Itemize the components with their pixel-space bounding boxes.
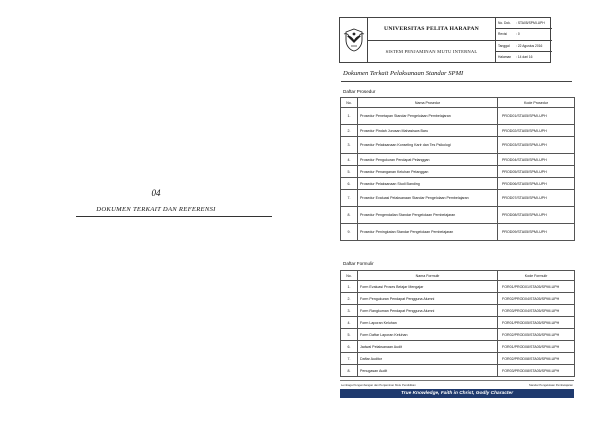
right-page — [300, 0, 600, 424]
meta-key: Revisi — [498, 32, 507, 37]
footer-institution: Lembaga Pengembangan dan Penjaminan Mutu Pendidikan — [341, 383, 416, 387]
cell-no: 2. — [341, 125, 358, 137]
cell-no: 6. — [341, 341, 358, 353]
system-name: SISTEM PENJAMINAN MUTU INTERNAL — [385, 49, 478, 54]
meta-value: : 22 Agustus 2016 — [516, 43, 543, 48]
cell-code: FOR03/PROD04/STA05/SPMI-UPH — [498, 305, 575, 317]
table-row — [341, 341, 575, 353]
cell-name: Form Pengukuran Pendapat Pengguna Alumni — [358, 293, 498, 305]
chapter-title: DOKUMEN TERKAIT DAN REFERENSI — [96, 206, 216, 213]
cell-name: Form Rangkuman Pendapat Pengguna Alumni — [358, 305, 498, 317]
table-row — [341, 317, 575, 329]
meta-row — [496, 52, 552, 63]
cell-name: Daftar Auditor — [358, 353, 498, 365]
table-row — [341, 166, 575, 178]
cell-code: PROD06/STA05/SPMI-UPH — [498, 178, 575, 190]
cell-code: FOR01/PROD05/STA05/SPMI-UPH — [498, 317, 575, 329]
meta-value: : 0 — [516, 32, 520, 37]
procedures-section-label: Daftar Prosedur — [343, 89, 376, 94]
cell-name: Prosedur Peningkatan Standar Pengelolaan Pembelajaran — [358, 224, 498, 241]
table-row — [341, 207, 575, 224]
cell-no: 2. — [341, 293, 358, 305]
cell-code: PROD01/STA05/SPMI-UPH — [498, 108, 575, 125]
logo-cell — [340, 18, 368, 63]
cell-name: Prosedur Pelaksanaan Studi Banding — [358, 178, 498, 190]
title-divider — [341, 81, 572, 82]
forms-section-label: Daftar Formulir — [343, 261, 374, 266]
table-row — [341, 353, 575, 365]
cell-name: Form Laporan Keluhan — [358, 317, 498, 329]
meta-row — [496, 18, 552, 29]
table-row — [341, 305, 575, 317]
university-emblem-icon — [342, 27, 366, 53]
cell-code: FOR02/PROD08/STA05/SPMI-UPH — [498, 353, 575, 365]
cell-code: PROD04/STA05/SPMI-UPH — [498, 154, 575, 166]
table-row — [341, 329, 575, 341]
cell-code: PROD05/STA05/SPMI-UPH — [498, 166, 575, 178]
cell-code: FOR02/PROD04/STA05/SPMI-UPH — [498, 293, 575, 305]
cell-name: Prosedur Pelaksanaan Konseling Karir dan Tes Psikologi — [358, 137, 498, 154]
table-row — [341, 125, 575, 137]
cell-name: Form Evaluasi Proses Belajar Mengajar — [358, 281, 498, 293]
cell-no: 7. — [341, 190, 358, 207]
document-meta — [495, 18, 552, 63]
cell-no: 4. — [341, 154, 358, 166]
meta-row — [496, 29, 552, 40]
cell-no: 3. — [341, 137, 358, 154]
cell-no: 6. — [341, 178, 358, 190]
cell-code: PROD09/STA05/SPMI-UPH — [498, 224, 575, 241]
cell-no: 1. — [341, 281, 358, 293]
cell-code: PROD03/STA05/SPMI-UPH — [498, 137, 575, 154]
document-title: Dokumen Terkait Pelaksanaan Standar SPMI — [343, 70, 464, 77]
cell-code: FOR03/PROD08/STA05/SPMI-UPH — [498, 365, 575, 377]
cell-name: Prosedur Evaluasi Pelaksanaan Standar Pengelolaan Pembelajaran — [358, 190, 498, 207]
meta-key: Tanggal — [498, 43, 510, 48]
procedures-header-row — [341, 98, 575, 108]
cell-no: 5. — [341, 166, 358, 178]
cell-no: 3. — [341, 305, 358, 317]
cell-code: FOR02/PROD05/STA05/SPMI-UPH — [498, 329, 575, 341]
column-header: Kode Formulir — [498, 271, 575, 281]
cell-no: 7. — [341, 353, 358, 365]
column-header: Nama Formulir — [358, 271, 498, 281]
cell-name: Jadwal Pelaksanaan Audit — [358, 341, 498, 353]
meta-row — [496, 41, 552, 52]
cell-name: Prosedur Penanganan Keluhan Pelanggan — [358, 166, 498, 178]
footer-standard: Standar Pengelolaan Pembelajaran — [528, 383, 573, 387]
chapter-divider — [76, 216, 272, 217]
cell-code: FOR01/PROD08/STA05/SPMI-UPH — [498, 341, 575, 353]
cell-no: 9. — [341, 224, 358, 241]
cell-no: 5. — [341, 329, 358, 341]
cell-name: Prosedur Penetapan Standar Pengelolaan Pembelajaran — [358, 108, 498, 125]
forms-header-row — [341, 271, 575, 281]
cell-name: Prosedur Pengukuran Pendapat Pelanggan — [358, 154, 498, 166]
document-header — [339, 17, 551, 63]
forms-table — [340, 270, 575, 377]
table-row — [341, 154, 575, 166]
meta-key: Halaman — [498, 54, 512, 59]
cell-name: Prosedur Pengendalian Standar Pengelolaan Pembelajaran — [358, 207, 498, 224]
column-header: Nama Prosedur — [358, 98, 498, 108]
column-header: No. — [341, 98, 358, 108]
table-row — [341, 190, 575, 207]
cell-no: 8. — [341, 365, 358, 377]
cell-no: 8. — [341, 207, 358, 224]
cell-no: 4. — [341, 317, 358, 329]
cell-code: PROD08/STA05/SPMI-UPH — [498, 207, 575, 224]
chapter-number: 04 — [151, 188, 161, 198]
table-row — [341, 178, 575, 190]
column-header: Kode Prosedur — [498, 98, 575, 108]
column-header: No. — [341, 271, 358, 281]
cell-name: Prosedur Pindah Jurusan Mahasiswa Baru — [358, 125, 498, 137]
table-row — [341, 137, 575, 154]
university-name: UNIVERSITAS PELITA HARAPAN — [368, 18, 495, 41]
cell-code: FOR01/PROD01/STA05/SPMI-UPH — [498, 281, 575, 293]
table-row — [341, 293, 575, 305]
motto-banner: True Knowledge, Faith in Christ, Godly Character — [340, 389, 574, 398]
cell-no: 1. — [341, 108, 358, 125]
table-row — [341, 281, 575, 293]
cell-name: Penugasan Audit — [358, 365, 498, 377]
table-row — [341, 108, 575, 125]
procedures-table — [340, 97, 575, 241]
meta-value: : 14 dari 16 — [516, 54, 533, 59]
footer-divider — [340, 380, 574, 381]
cell-name: Form Daftar Laporan Keluhan — [358, 329, 498, 341]
cell-code: PROD07/STA05/SPMI-UPH — [498, 190, 575, 207]
meta-value: : STA05/SPMI-UPH — [516, 21, 545, 25]
cell-code: PROD02/STA05/SPMI-UPH — [498, 125, 575, 137]
table-row — [341, 224, 575, 241]
meta-key: No. Dok. — [498, 21, 511, 25]
table-row — [341, 365, 575, 377]
